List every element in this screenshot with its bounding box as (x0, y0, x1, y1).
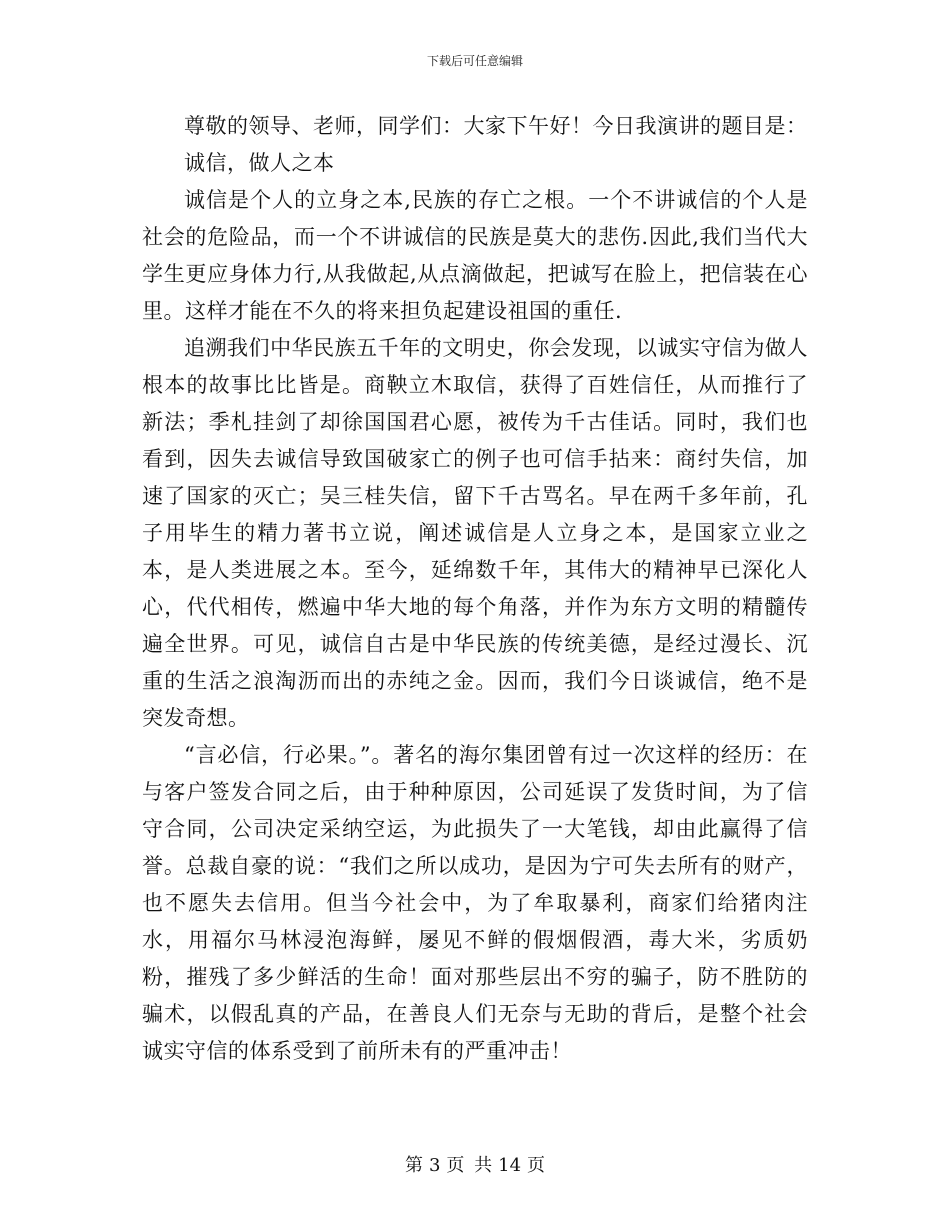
page-prefix: 第 (404, 1155, 423, 1176)
speech-title: 诚信，做人之本 (184, 151, 335, 175)
paragraph-2: 追溯我们中华民族五千年的文明史，你会发现，以诚实守信为做人根本的故事比比皆是。商鞅立木取信，获得了百姓信任，从而推行了新法；季札挂剑了却徐国国君心愿，被传为千古佳话。同时，我们也看到，因失去诚信导致国破家亡的例子也可信手拈来：商纣失信，加速了国家的灭亡；吴三桂失信，留下千古骂名。早在两千多年前，孔子用毕生的精力著书立说，阐述诚信是人立身之本，是国家立业之本，是人类进展之本。至今，延绵数千年，其伟大的精神早已深化人心，代代相传，燃遍中华大地的每个角落，并作为东方文明的精髓传遍全世界。可见，诚信自古是中华民族的传统美德，是经过漫长、沉重的生活之浪淘沥而出的赤纯之金。因而，我们今日谈诚信，绝不是突发奇想。 (142, 336, 808, 730)
current-page-number: 3 (428, 1155, 441, 1176)
page-footer (0, 1154, 950, 1178)
total-page-count: 14 (498, 1155, 522, 1176)
page-middle: 页 共 (446, 1155, 493, 1176)
paragraph-1: 诚信是个人的立身之本,民族的存亡之根。一个不讲诚信的个人是社会的危险品，而一个不讲诚信的民族是莫大的悲伤.因此,我们当代大学生更应身体力行,从我做起,从点滴做起，把诚写在脸上，把信装在心里。这样才能在不久的将来担负起建设祖国的重任. (142, 188, 808, 323)
page-header: 下载后可任意编辑 (426, 54, 523, 68)
greeting-line: 尊敬的领导、老师，同学们：大家下午好！今日我演讲的题目是： (184, 114, 808, 138)
document-body (142, 108, 808, 1070)
page-suffix: 页 (527, 1155, 546, 1176)
paragraph-3: “言必信，行必果。”。著名的海尔集团曾有过一次这样的经历：在与客户签发合同之后，由于种种原因，公司延误了发货时间，为了信守合同，公司决定采纳空运，为此损失了一大笔钱，却由此赢得了信誉。总裁自豪的说：“我们之所以成功，是因为宁可失去所有的财产，也不愿失去信用。但当今社会中，为了牟取暴利，商家们给猪肉注水，用福尔马林浸泡海鲜，屡见不鲜的假烟假酒，毒大米，劣质奶粉，摧残了多少鲜活的生命！面对那些层出不穷的骗子，防不胜防的骗术，以假乱真的产品，在善良人们无奈与无助的背后，是整个社会诚实守信的体系受到了前所未有的严重冲击！ (142, 743, 808, 1063)
